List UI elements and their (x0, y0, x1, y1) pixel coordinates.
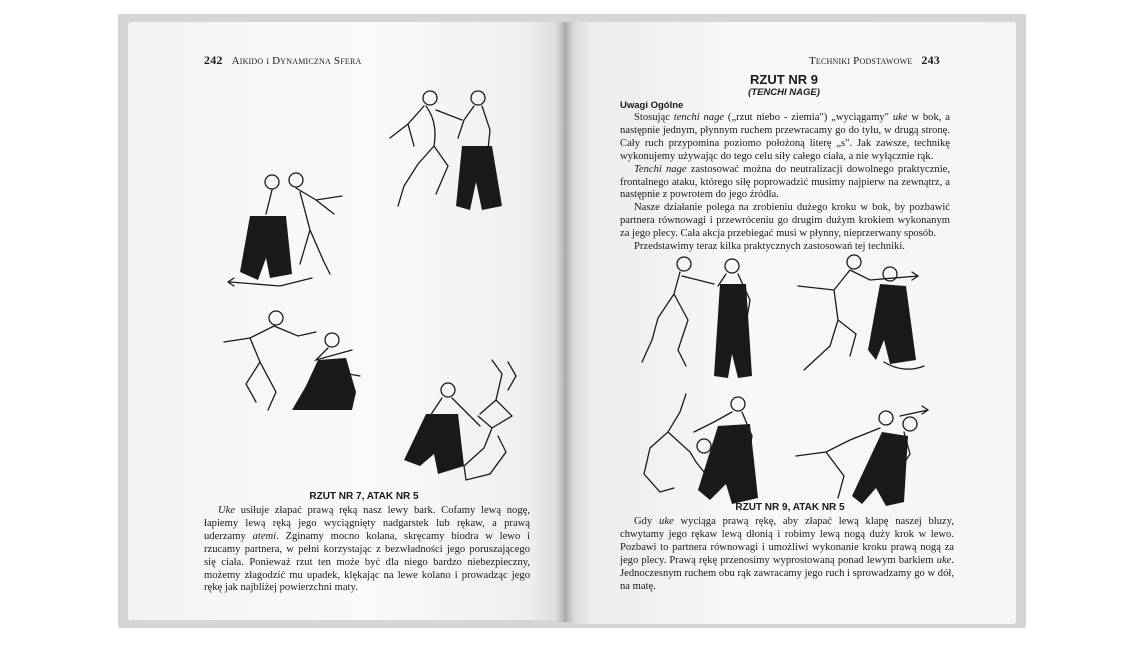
illustration-throw-7-step-4 (396, 356, 526, 486)
right-bottom-text (620, 516, 954, 593)
illustration-throw-7-step-1 (378, 86, 518, 218)
left-header (204, 53, 361, 68)
right-body-text (620, 112, 950, 254)
p1-part-c: („rzut niebo - ziemia") „wyciągamy" (724, 112, 893, 123)
p2-part-b: zastosować można do neutralizacji dowolnego praktycznie, frontalnego ataku, którego siłę poprowadzić musimy najpierw na zewnątrz, a następnie z powrotem do jego źródła. (620, 163, 950, 201)
p1-part-a: Stosując (634, 112, 674, 123)
illustration-throw-9-step-1 (634, 254, 774, 382)
technique-subtitle: (TENCHI NAGE) (748, 87, 820, 98)
uke-term: Uke (218, 505, 236, 516)
uke-term-2: uke (659, 516, 674, 527)
p1-part-e: w bok, a następnie jednym, płynnym ruchem przewracamy go do tyłu, w drugą stronę. Cały ruch przypomina poziomo położoną literę „s". Jak zawsze, technikę wykonujemy używając do tego celu siły całego ciała, a nie wyłącznie rąk. (620, 112, 950, 162)
right-header (809, 53, 940, 68)
uke-term-3: uke (936, 554, 952, 566)
illustration-throw-9-step-4 (790, 402, 940, 512)
illustration-throw-7-step-2 (220, 170, 360, 290)
p5-part-a: Gdy (634, 516, 660, 527)
illustration-throw-7-step-3 (220, 302, 380, 422)
left-running-title: Aikido i Dynamiczna Sfera (231, 55, 362, 67)
paragraph-4: Przedstawimy teraz kilka praktycznych zastosowań tej techniki. (634, 241, 905, 253)
p5-part-c: wyciąga prawą rękę, aby złapać lewą klapę naszej bluzy, chwytamy jego rękaw lewą dłonią i robimy lewą nogą duży krok w lewo. Pozbawi to partnera równowagi i umożliwi wykonanie kroku prawą nogą za jego plecy. Prawą rękę przenosimy wyprostowaną ponad lewym barkiem (620, 516, 954, 566)
left-paragraph-part-2: . Zginamy mocno kolana, skręcamy biodra w lewo i rzucamy partnera, w pełni korzystając z bezwładności jego poruszającego się ciała. Ponieważ rzut ten może być dla niego bardzo niebezpieczny, możemy złagodzić mu upadek, klękając na lewe kolano i prowadząc jego rękę jak najbliżej powierzchni maty. (204, 530, 530, 594)
uke-term-1: uke (892, 112, 908, 123)
p5-part-e: . Jednoczesnym ruchem obu rąk zawracamy jego ruch i sprowadzamy go w dół, na matę. (620, 554, 954, 592)
atemi-term: atemi (252, 530, 277, 542)
paragraph-3: Nasze działanie polega na zrobieniu dużego kroku w bok, by pozbawić partnera równowagi i przewróceniu go drugim dużym krokiem wykonanym za jego plecy. Cała akcja przebiegać musi w płynny, nieprzerwany sposób. (620, 202, 950, 240)
illustration-throw-9-step-2 (794, 250, 944, 380)
book-spine-shadow (556, 22, 574, 622)
right-running-title: Techniki Podstawowe (809, 55, 913, 67)
left-figure-caption: RZUT NR 7, ATAK NR 5 (309, 491, 419, 502)
right-page-number: 243 (921, 53, 940, 67)
left-paragraph-part-1: usiłuje złapać prawą ręką nasz lewy bark. Cofamy lewą nogę, łapiemy lewą ręką jego wyciągnięty nadgarstek lub rękaw, a prawą uderzamy (204, 505, 530, 542)
illustration-throw-9-step-3 (634, 392, 784, 512)
left-body-text (204, 505, 530, 595)
left-page (128, 22, 564, 620)
left-page-number: 242 (204, 53, 223, 67)
right-figure-caption: RZUT NR 9, ATAK NR 5 (735, 502, 845, 513)
tenchi-nage-term-2: Tenchi nage (634, 163, 687, 175)
tenchi-nage-term: tenchi nage (673, 112, 725, 123)
technique-title: RZUT NR 9 (750, 72, 818, 87)
right-page (564, 22, 1016, 624)
section-heading: Uwagi Ogólne (620, 100, 684, 111)
